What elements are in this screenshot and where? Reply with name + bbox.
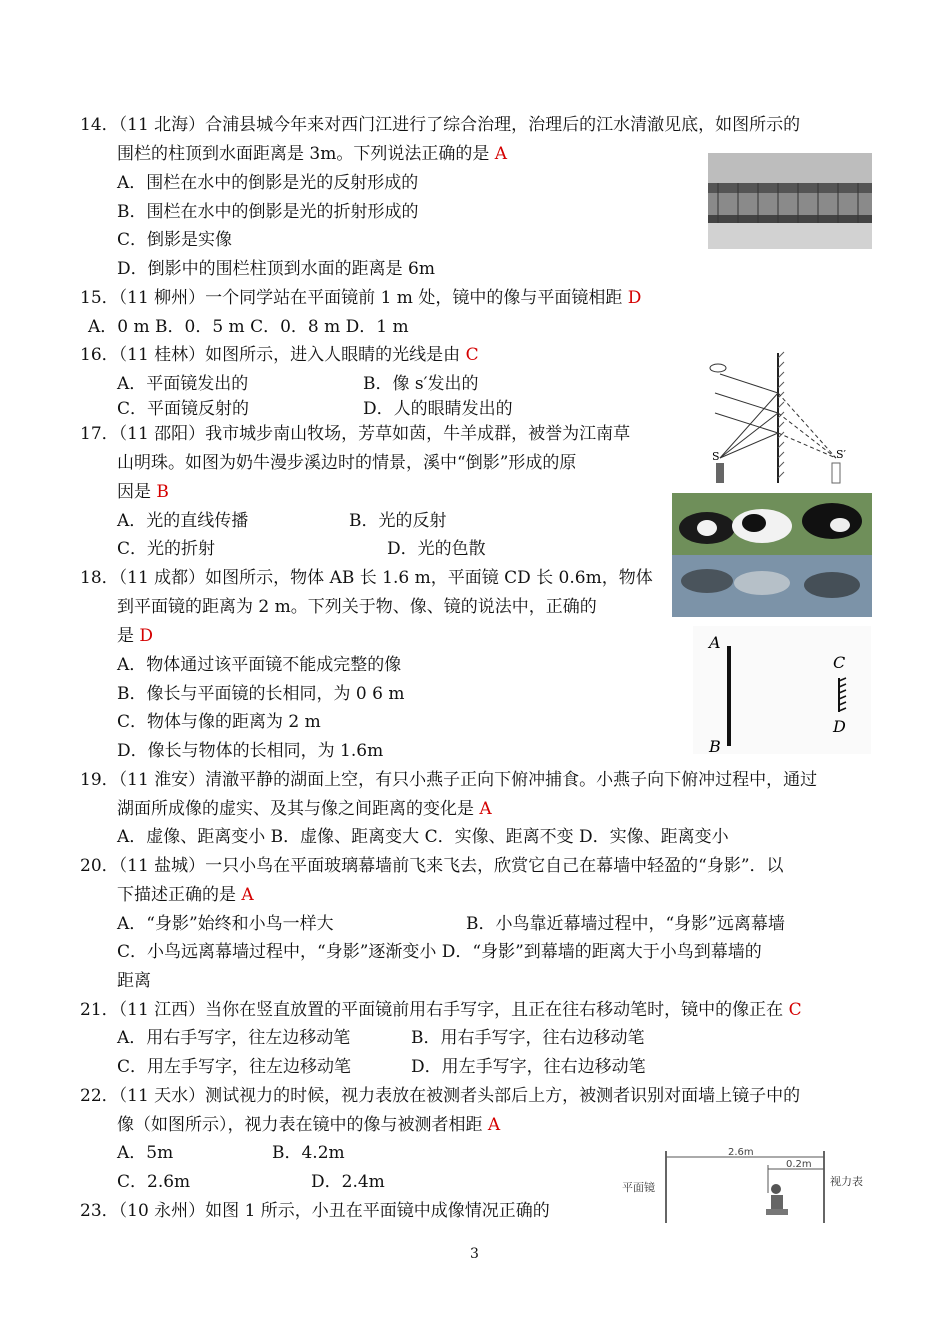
fig18-label-c: C	[833, 653, 846, 672]
mirror-ray-diagram	[700, 348, 860, 488]
fig16-label-s: S	[712, 450, 720, 463]
q20-option-a: A．“身影”始终和小鸟一样大	[117, 914, 334, 934]
q17-option-c: C．光的折射	[117, 539, 216, 559]
q22-line1: 22．（11 天水）测试视力的时候，视力表放在被测者头部后上方，被测者识别对面墙上镜子中的	[80, 1086, 801, 1106]
object-mirror-diagram	[693, 626, 871, 754]
q14-line1: 14．（11 北海）合浦县城今年来对西门江进行了综合治理，治理后的江水清澈见底，如图所示的	[80, 115, 801, 135]
fig22-dist-small: 0.2m	[786, 1159, 812, 1170]
q17-line1: 17．（11 邵阳）我市城步南山牧场，芳草如茵，牛羊成群，被誉为江南草	[80, 424, 631, 444]
q18-line1: 18．（11 成都）如图所示，物体 AB 长 1.6 m，平面镜 CD 长 0.6m，物体	[80, 568, 653, 588]
q22-answer: A	[487, 1115, 501, 1135]
q16-answer: C	[465, 345, 479, 365]
q20-answer: A	[241, 885, 254, 905]
q17-answer: B	[156, 482, 169, 502]
q20-option-cd: C．小鸟远离幕墙过程中，“身影”逐渐变小 D．“身影”到幕墙的距离大于小鸟到幕墙的	[117, 942, 762, 962]
q14-option-d: D．倒影中的围栏柱顶到水面的距离是 6m	[117, 259, 435, 279]
q15-line1: 15．（11 柳州）一个同学站在平面镜前 1 m 处，镜中的像与平面镜相距 D	[80, 288, 642, 308]
q14-line2: 围栏的柱顶到水面距离是 3m。下列说法正确的是 A	[117, 144, 508, 164]
q18-option-d: D．像长与物体的长相同，为 1.6m	[117, 741, 384, 761]
q20-option-d-cont: 距离	[117, 971, 151, 991]
fig22-mirror-label: 平面镜	[622, 1181, 655, 1194]
q16-line1: 16．（11 桂林）如图所示，进入人眼睛的光线是由 C	[80, 345, 479, 365]
q22-line2: 像（如图所示），视力表在镜中的像与被测者相距 A	[117, 1115, 501, 1135]
q21-option-c: C．用左手写字，往左边移动笔	[117, 1057, 352, 1077]
q19-answer: A	[479, 799, 492, 819]
cows-photo	[672, 493, 872, 617]
q21-answer: C	[788, 1000, 802, 1020]
q16-option-a: A．平面镜发出的	[117, 374, 249, 394]
q17-line2: 山明珠。如图为奶牛漫步溪边时的情景，溪中“倒影”形成的原	[117, 453, 577, 473]
q14-option-a: A．围栏在水中的倒影是光的反射形成的	[117, 173, 419, 193]
fence-photo	[708, 153, 872, 249]
eye-chart-diagram	[616, 1143, 874, 1227]
q22-option-b: B．4.2m	[272, 1143, 345, 1163]
q15-answer: D	[627, 288, 642, 308]
q22-option-a: A．5m	[117, 1143, 174, 1163]
q16-option-b: B．像 s′发出的	[363, 374, 479, 394]
q18-line3: 是 D	[117, 626, 154, 646]
q14-option-c: C．倒影是实像	[117, 230, 233, 250]
q20-option-b: B．小鸟靠近幕墙过程中，“身影”远离幕墙	[466, 914, 785, 934]
q19-line1: 19．（11 淮安）清澈平静的湖面上空，有只小燕子正向下俯冲捕食。小燕子向下俯冲过程中，通过	[80, 770, 818, 790]
q19-line2: 湖面所成像的虚实、及其与像之间距离的变化是 A	[117, 799, 492, 819]
fig22-dist-total: 2.6m	[728, 1147, 754, 1158]
q21-option-b: B．用右手写字，往右边移动笔	[411, 1028, 645, 1048]
fig18-label-d: D	[833, 717, 846, 736]
q15-options: A．0 m B．0．5 m C．0．8 m D．1 m	[88, 317, 409, 337]
q22-option-d: D．2.4m	[311, 1172, 385, 1192]
q20-line2: 下描述正确的是 A	[117, 885, 254, 905]
q21-line1: 21．（11 江西）当你在竖直放置的平面镜前用右手写字，且正在往右移动笔时，镜中的像正在 C	[80, 1000, 802, 1020]
q21-option-d: D．用左手写字，往右边移动笔	[411, 1057, 646, 1077]
q21-option-a: A．用右手写字，往左边移动笔	[117, 1028, 351, 1048]
fig18-label-a: A	[709, 633, 721, 652]
q14-answer: A	[494, 144, 508, 164]
q17-option-a: A．光的直线传播	[117, 511, 249, 531]
q18-option-c: C．物体与像的距离为 2 m	[117, 712, 321, 732]
fig16-label-s-prime: S′	[836, 448, 847, 461]
q18-line2: 到平面镜的距离为 2 m。下列关于物、像、镜的说法中，正确的	[117, 597, 597, 617]
q23-line1: 23．（10 永州）如图 1 所示，小丑在平面镜中成像情况正确的	[80, 1201, 550, 1221]
fig22-chart-label: 视力表	[830, 1175, 863, 1188]
q16-option-c: C．平面镜反射的	[117, 399, 250, 419]
q16-option-d: D．人的眼睛发出的	[363, 399, 513, 419]
q18-answer: D	[139, 626, 154, 646]
q17-line3: 因是 B	[117, 482, 169, 502]
q14-option-b: B．围栏在水中的倒影是光的折射形成的	[117, 202, 419, 222]
page-number: 3	[470, 1246, 479, 1262]
fig18-label-b: B	[709, 737, 721, 754]
q18-option-b: B．像长与平面镜的长相同，为 0 6 m	[117, 684, 405, 704]
q18-option-a: A．物体通过该平面镜不能成完整的像	[117, 655, 402, 675]
q20-line1: 20．（11 盐城）一只小鸟在平面玻璃幕墙前飞来飞去，欣赏它自己在幕墙中轻盈的“身影”．以	[80, 856, 784, 876]
q17-option-b: B．光的反射	[349, 511, 447, 531]
q19-options: A．虚像、距离变小 B．虚像、距离变大 C．实像、距离不变 D．实像、距离变小	[117, 827, 729, 847]
q17-option-d: D．光的色散	[387, 539, 486, 559]
q22-option-c: C．2.6m	[117, 1172, 191, 1192]
